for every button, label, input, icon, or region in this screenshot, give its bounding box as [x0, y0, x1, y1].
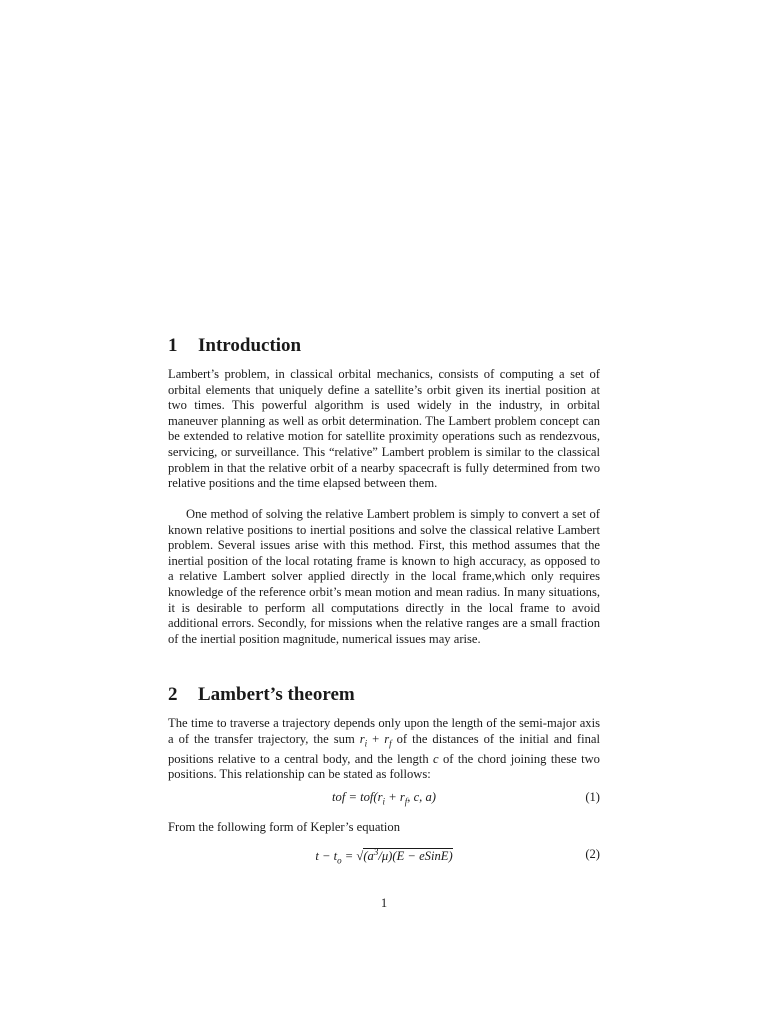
equation-number: (2)	[585, 847, 600, 861]
equation-number: (1)	[585, 790, 600, 804]
section-number: 2	[168, 684, 178, 705]
equation-expression: tof = $tof(r_i + r_f$, c, a)	[332, 790, 436, 807]
section-title: Introduction	[198, 335, 302, 356]
equation-expression: $t - t_o = √(a^3/\mu)(E$ − eSinE)	[315, 847, 453, 866]
introduction-paragraph-1: Lambert’s problem, in classical orbital mechanics, consists of computing a set of orbital elements that uniquely define a satellite’s orbit given its inertial position at two times. This powerful algorithm is used widely in the industry, in orbital maneuver planning as well as orbit determination. The Lambert problem concept can be extended to relative motion for satellite proximity operations such as rendezvous, servicing, or surveillance. This “relative” Lambert problem is similar to the classical problem in that the relative orbit of a nearby spacecraft is fully determined from two relative positions and the time elapsed between them.	[168, 367, 600, 491]
page-number: 1	[380, 896, 388, 910]
lamberts-theorem-paragraph-1: The time to traverse a trajectory depends only upon the length of the semi-major axis a of the transfer trajectory, the sum $r_i + r_f$ of the distances of the initial and final positions relative to a central body, and the length c of the chord joining these two positions. This relationship can be stated as follows:	[168, 716, 600, 782]
section-heading-lamberts-theorem	[168, 684, 355, 706]
section-title: Lambert’s theorem	[198, 684, 355, 705]
equation-1	[168, 790, 600, 808]
introduction-paragraph-2: One method of solving the relative Lambert problem is simply to convert a set of known relative positions to inertial positions and solve the classical relative Lambert problem. Several issues arise with this method. First, this method assumes that the inertial position of the local rotating frame is known to high accuracy, as opposed to a relative Lambert solver applied directly in the local frame,which only requires knowledge of the reference orbit’s mean motion and mean radius. In many situations, it is desirable to perform all computations directly in the local frame to avoid additional errors. Secondly, for missions when the relative ranges are a small fraction of the inertial position magnitude, numerical issues may arise.	[168, 507, 600, 646]
equation-2	[168, 847, 600, 865]
section-number: 1	[168, 335, 178, 356]
lamberts-theorem-paragraph-2: From the following form of Kepler’s equation	[168, 820, 401, 834]
section-heading-introduction	[168, 335, 301, 357]
